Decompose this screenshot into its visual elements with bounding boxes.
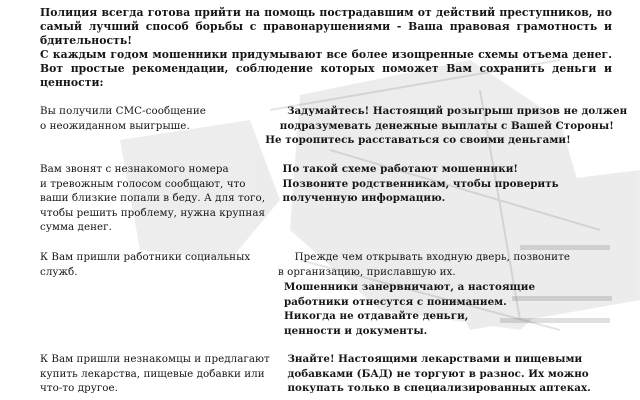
situation-social-workers: К Вам пришли работники социальных служб. [40, 251, 251, 278]
advice-unknown-call: По такой схеме работают мошенники! Позвоните родственникам, чтобы проверить полученную информацию. [282, 163, 559, 205]
intro-paragraph-1: Полиция всегда готова прийти на помощь пострадавшим от действий преступников, но самый лучший способ борьбы с правонарушениями - Ваша правовая грамотность и бдительность! [40, 6, 612, 48]
situation-sms-win: Вы получили СМС-сообщение о неожиданном выигрыше. [40, 105, 206, 132]
advice-social-workers-intro: Прежде чем открывать входную дверь, позвоните в организацию, приславшую их. [277, 251, 570, 278]
intro-paragraph-2: С каждым годом мошенники придумывают все более изощренные схемы отъема денег. Вот простые рекомендации, соблюдение которых поможет Вам сохранить деньги и ценности: [40, 48, 612, 90]
situation-street-sellers: К Вам пришли незнакомцы и предлагают купить лекарства, пищевые добавки или что-то другое. [40, 353, 270, 395]
situation-unknown-call: Вам звонят с незнакомого номера и тревожным голосом сообщают, что ваши близкие попали в беду. А для того, чтобы решить проблему, нужна крупная сумма денег. [40, 163, 266, 234]
intro-text [40, 6, 612, 91]
advice-social-workers: Мошенники занервничают, а настоящие работники отнесутся с пониманием. Никогда не отдавайте деньги, ценности и документы. [284, 281, 536, 337]
advice-street-sellers: Знайте! Настоящими лекарствами и пищевыми добавками (БАД) не торгуют в разнос. Их можно покупать только в специализированных аптеках. [287, 353, 591, 395]
advice-sms-win: Задумайтесь! Настоящий розыгрыш призов не должен подразумевать денежные выплаты с Вашей Стороны! Не торопитесь расставаться со своими деньгами! [265, 105, 628, 147]
